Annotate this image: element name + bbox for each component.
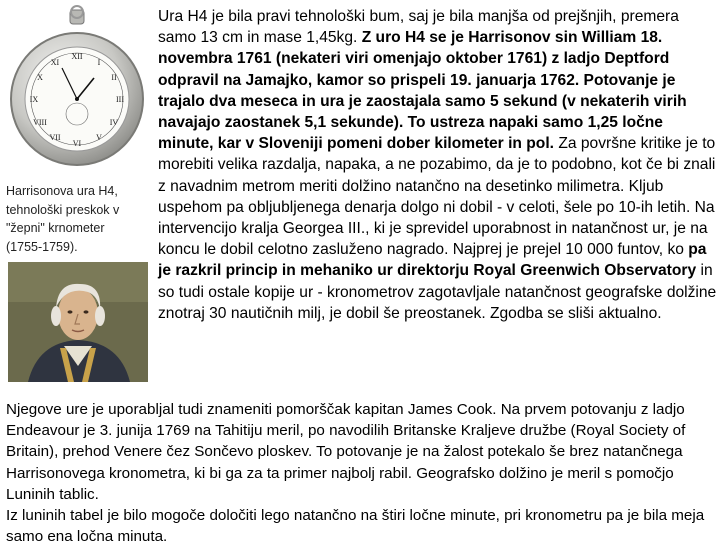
svg-text:V: V (96, 133, 102, 142)
svg-text:VI: VI (72, 139, 82, 148)
svg-text:IX: IX (29, 95, 39, 104)
caption-line: Harrisonova ura H4, (6, 184, 118, 198)
text-segment: Za površne kritike je to morebiti velika razdalja, napaka, a ne pozabimo, da je to podobno, kot če bi znali z navadnim metrom meriti dolžino natančno na desetinko milimetra. Kljub uspehom pa obljubljenega denarja dolgo ni dobil - v celoti, šele po 10-ih letih. Na intervencijo kralja Georgea III., ki je sprevidel uporabnost in natančnost ur, je na koncu le dobil celotno zasluženo nagrado. Najprej je prejel 10 000 funtov, ko (158, 135, 716, 259)
text-segment: Ura H4 je bila pravi tehnološki bum, saj je bila manjša od prejšnjih, premera samo 13 cm in mase 1,45kg. (158, 8, 679, 47)
bold-text-segment: Z uro H4 se je Harrisonov sin William 18. novembra 1761 (nekateri viri omenjajo oktober 1761) z ladjo Deptford odpravil na Jamajko, kamor so prispeli 19. januarja 1762. Potovanje je trajalo dva meseca in ura je zaostajala samo 5 sekund (v nekaterih virih navajajo zaostanek 5,1 sekunde). To ustreza napaki samo 1,25 ločne minute, kar v Sloveniji pomeni dober kilometer in pol. (158, 29, 687, 153)
bold-text-segment: pa je razkril princip in mehaniko ur direktorju Royal Greenwich Observatory (158, 241, 707, 280)
svg-text:X: X (37, 73, 43, 82)
svg-text:I: I (97, 58, 101, 67)
caption-line: "žepni" krnometer (6, 221, 105, 235)
svg-text:IV: IV (109, 118, 119, 127)
svg-text:XII: XII (71, 52, 83, 61)
paragraph: Njegove ure je uporabljal tudi znameniti pomorščak kapitan James Cook. Na prvem potovanju z ladjo Endeavour je 3. junija 1769 na Tahitiju meril, po navodilih Britanske Kraljeve družbe (Royal Society of Britain), prehod Venere čez Sončevo ploskev. To potovanje je na žalost potekalo še brez natančnega Harrisonovega kronometra, ki bi ga za ta primer najbolj rabil. Geografsko dolžino je meril s pomočjo Luninih tablic. (6, 401, 686, 503)
svg-text:XI: XI (50, 58, 60, 67)
harrison-h4-watch-image (10, 4, 145, 174)
caption-line: tehnološki preskok v (6, 202, 120, 217)
text-segment: in so tudi ostale kopije ur - kronometrov zagotavljale natančnost geografske dolžine znotraj 30 nautičnih milj, je dobil še preostanek. Zgodba se sliši aktualno. (158, 262, 717, 322)
svg-text:III: III (116, 95, 124, 104)
paragraph: Iz luninih tabel je bilo mogoče določiti lego natančno na štiri ločne minute, pri kronometru pa je bila meja samo ena ločna minuta. (6, 507, 705, 546)
watch-caption (6, 182, 152, 256)
bottom-text (6, 399, 718, 547)
captain-cook-portrait (8, 262, 148, 382)
main-text-right (158, 6, 718, 324)
svg-text:VII: VII (49, 133, 61, 142)
caption-line: (1755-1759). (6, 239, 78, 254)
svg-text:VIII: VIII (33, 118, 47, 127)
svg-text:II: II (111, 73, 117, 82)
